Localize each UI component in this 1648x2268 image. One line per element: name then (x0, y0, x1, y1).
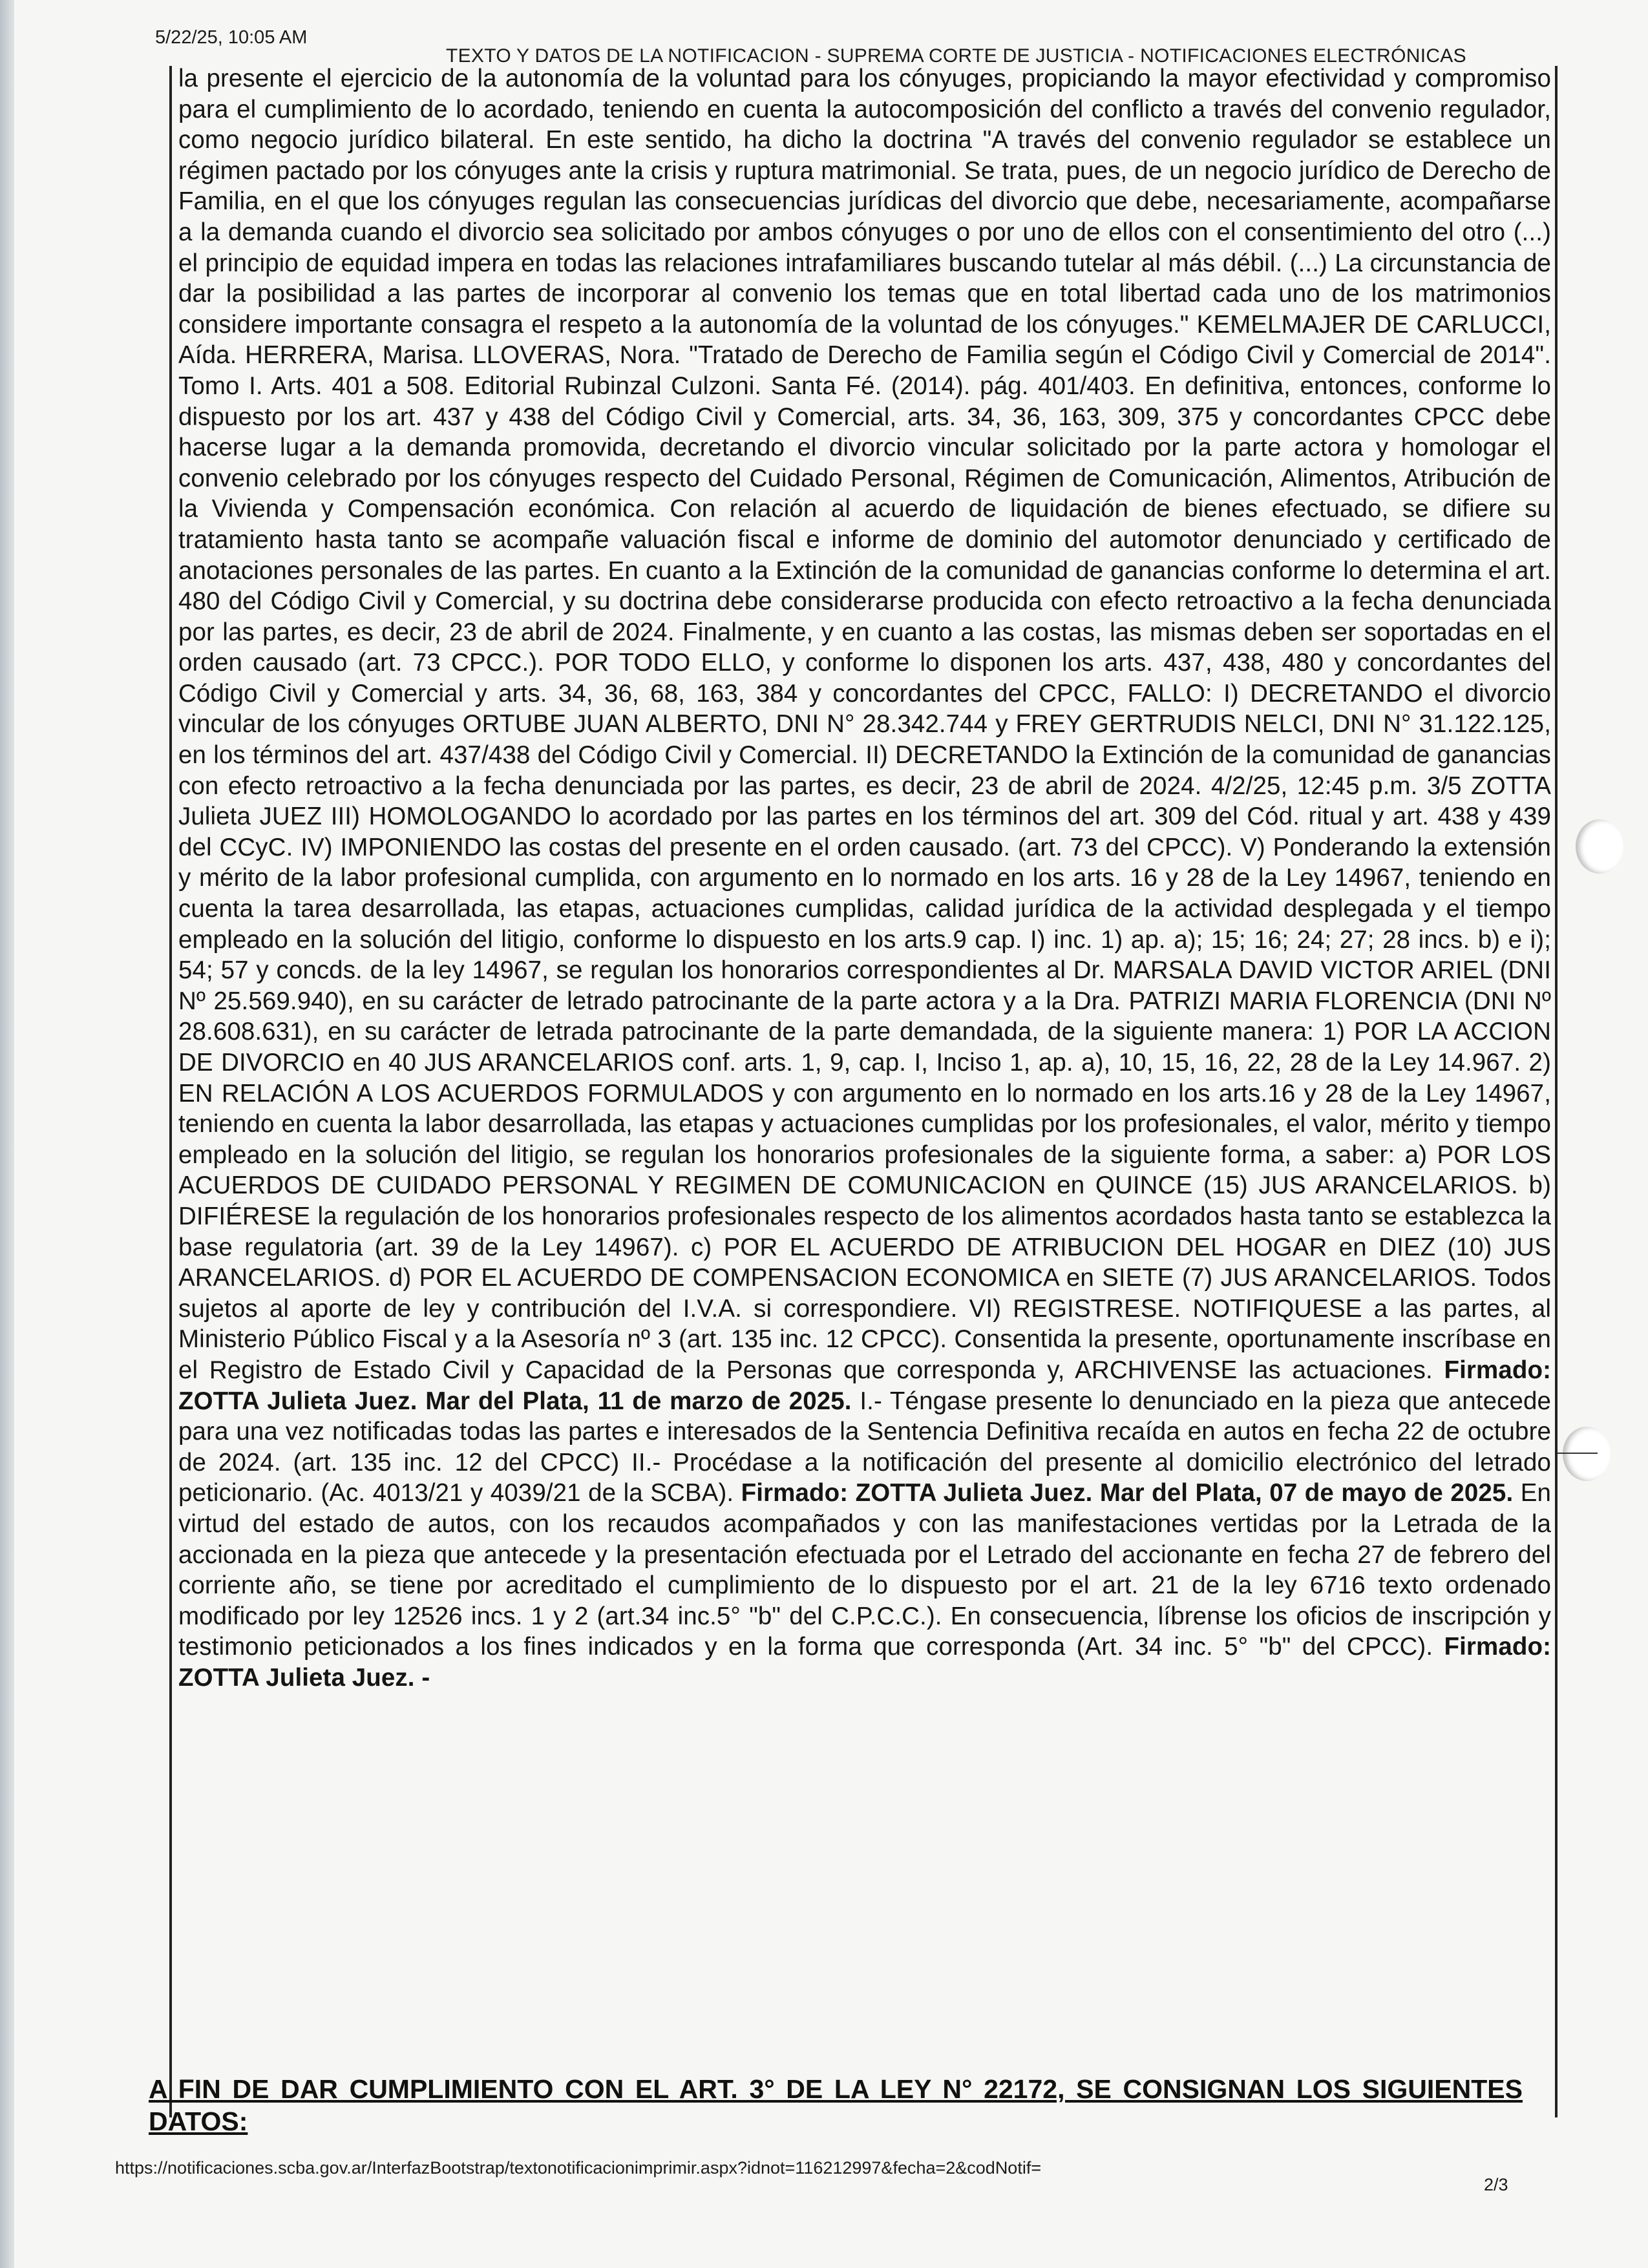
body-paragraph-3: En virtud del estado de autos, con los recaudos acompañados y con las manifestaciones vertidas por la Letrada de la accionada en la pieza que antecede y la presentación efectuada por el Letrado del accionante en fecha 27 de febrero del corriente año, se tiene por acreditado el cumplimiento de lo dispuesto por el art. 21 de la ley 6716 texto ordenado modificado por ley 12526 incs. 1 y 2 (art.34 inc.5° "b" del C.P.C.C.). En consecuencia, líbrense los oficios de inscripción y testimonio peticionados a los fines indicados y en la forma que corresponda (Art. 34 inc. 5° "b" del CPCC). (178, 1479, 1551, 1661)
punch-hole (1576, 819, 1623, 874)
signature-2: Firmado: ZOTTA Julieta Juez. Mar del Plata, 07 de mayo de 2025. (741, 1479, 1514, 1507)
punch-hole (1563, 1427, 1611, 1481)
print-header (0, 27, 1648, 66)
closing-statement: A FIN DE DAR CUMPLIMIENTO CON EL ART. 3° DE LA LEY N° 22172, SE CONSIGNAN LOS SIGUIENTES DATOS: (149, 2074, 1523, 2136)
print-title: TEXTO Y DATOS DE LA NOTIFICACION - SUPREMA CORTE DE JUSTICIA - NOTIFICACIONES ELECTRÓNICAS (446, 45, 1466, 67)
body-paragraph-1: la presente el ejercicio de la autonomía de la voluntad para los cónyuges, propiciando la mayor efectividad y compromiso para el cumplimiento de lo acordado, teniendo en cuenta la autocomposición del conflicto a través del convenio regulador, como negocio jurídico bilateral. En este sentido, ha dicho la doctrina "A través del convenio regulador se establece un régimen pactado por los cónyuges ante la crisis y ruptura matrimonial. Se trata, pues, de un negocio jurídico de Derecho de Familia, en el que los cónyuges regulan las consecuencias jurídicas del divorcio que debe, necesariamente, acompañarse a la demanda cuando el divorcio sea solicitado por ambos cónyuges o por uno de ellos con el consentimiento del otro (...) el principio de equidad impera en todas las relaciones intrafamiliares buscando tutelar al más débil. (...) La circunstancia de dar la posibilidad a las partes de incorporar al convenio los temas que en total libertad cada uno de los matrimonios considere importante consagra el respeto a la autonomía de la voluntad de los cónyuges." KEMELMAJER DE CARLUCCI, Aída. HERRERA, Marisa. LLOVERAS, Nora. "Tratado de Derecho de Familia según el Código Civil y Comercial de 2014". Tomo I. Arts. 401 a 508. Editorial Rubinzal Culzoni. Santa Fé. (2014). pág. 401/403. En definitiva, entonces, conforme lo dispuesto por los art. 437 y 438 del Código Civil y Comercial, arts. 34, 36, 163, 309, 375 y concordantes CPCC debe hacerse lugar a la demanda promovida, decretando el divorcio vincular solicitado por la parte actora y homologar el convenio celebrado por los cónyuges respecto del Cuidado Personal, Régimen de Comunicación, Alimentos, Atribución de la Vivienda y Compensación económica. Con relación al acuerdo de liquidación de bienes efectuado, se difiere su tratamiento hasta tanto se acompañe valuación fiscal e informe de dominio del automotor denunciado y certificado de anotaciones personales de las partes. En cuanto a la Extinción de la comunidad de ganancias conforme lo determina el art. 480 del Código Civil y Comercial, y su doctrina debe considerarse producida con efecto retroactivo a la fecha denunciada por las partes, es decir, 23 de abril de 2024. Finalmente, y en cuanto a las costas, las mismas deben ser soportadas en el orden causado (art. 73 CPCC.). POR TODO ELLO, y conforme lo disponen los arts. 437, 438, 480 y concordantes del Código Civil y Comercial y arts. 34, 36, 68, 163, 384 y concordantes del CPCC, FALLO: I) DECRETANDO el divorcio vincular de los cónyuges ORTUBE JUAN ALBERTO, DNI N° 28.342.744 y FREY GERTRUDIS NELCI, DNI N° 31.122.125, en los términos del art. 437/438 del Código Civil y Comercial. II) DECRETANDO la Extinción de la comunidad de ganancias con efecto retroactivo a la fecha denunciada por las partes, es decir, 23 de abril de 2024. 4/2/25, 12:45 p.m. 3/5 ZOTTA Julieta JUEZ III) HOMOLOGANDO lo acordado por las partes en los términos del art. 309 del Cód. ritual y art. 438 y 439 del CCyC. IV) IMPONIENDO las costas del presente en el orden causado. (art. 73 del CPCC). V) Ponderando la extensión y mérito de la labor profesional cumplida, con argumento en lo normado en los arts. 16 y 28 de la Ley 14967, teniendo en cuenta la tarea desarrollada, las etapas, actuaciones cumplidas, calidad jurídica de la actividad desplegada y el tiempo empleado en la solución del litigio, conforme lo dispuesto en los arts.9 cap. I) inc. 1) ap. a); 15; 16; 24; 27; 28 incs. b) e i); 54; 57 y concds. de la ley 14967, se regulan los honorarios correspondientes al Dr. MARSALA DAVID VICTOR ARIEL (DNI Nº 25.569.940), en su carácter de letrado patrocinante de la parte actora y a la Dra. PATRIZI MARIA FLORENCIA (DNI Nº 28.608.631), en su carácter de letrada patrocinante de la parte demandada, de la siguiente manera: 1) POR LA ACCION DE DIVORCIO en 40 JUS ARANCELARIOS conf. arts. 1, 9, cap. I, Inciso 1, ap. a), 10, 15, 16, 22, 28 de la Ley 14.967. 2) EN RELACIÓN A LOS ACUERDOS FORMULADOS y con argumento en lo normado en los arts.16 y 28 de la Ley 14967, teniendo en cuenta la labor desarrollada, las etapas y actuaciones cumplidas por los profesionales, el valor, mérito y tiempo empleado en la solución del litigio, se regulan los honorarios profesionales de la siguiente forma, a saber: a) POR LOS ACUERDOS DE CUIDADO PERSONAL Y REGIMEN DE COMUNICACION en QUINCE (15) JUS ARANCELARIOS. b) DIFIÉRESE la regulación de los honorarios profesionales respecto de los alimentos acordados hasta tanto se establezca la base regulatoria (art. 39 de la Ley 14967). c) POR EL ACUERDO DE ATRIBUCION DEL HOGAR en DIEZ (10) JUS ARANCELARIOS. d) POR EL ACUERDO DE COMPENSACION ECONOMICA en SIETE (7) JUS ARANCELARIOS. Todos sujetos al aporte de ley y contribución del I.V.A. si correspondiere. VI) REGISTRESE. NOTIFIQUESE a las partes, al Ministerio Público Fiscal y a la Asesoría nº 3 (art. 135 inc. 12 CPCC). Consentida la presente, oportunamente inscríbase en el Registro de Estado Civil y Capacidad de la Personas que corresponda y, ARCHIVENSE las actuaciones. (178, 65, 1551, 1384)
notification-body (178, 63, 1551, 1693)
signature-1: Firmado: ZOTTA Julieta Juez. Mar del Plata, 11 de marzo de 2025. (178, 1356, 1551, 1415)
scan-edge-shadow (0, 0, 14, 2268)
page-number: 2/3 (1484, 2175, 1508, 2194)
body-paragraph-2: I.- Téngase presente lo denunciado en la pieza que antecede para una vez notificadas todas las partes e interesados de la Sentencia Definitiva recaída en autos en fecha 22 de octubre de 2024. (art. 135 inc. 12 del CPCC) II.- Procédase a la notificación del presente al domicilio electrónico del letrado peticionario. (Ac. 4013/21 y 4039/21 de la SCBA). (178, 1387, 1551, 1507)
signature-3: Firmado: ZOTTA Julieta Juez. - (178, 1633, 1551, 1692)
print-date: 5/22/25, 10:05 AM (155, 27, 308, 48)
footer-url: https://notificaciones.scba.gov.ar/InterfazBootstrap/textonotificacionimprimir.aspx?idnot=116212997&fecha=2&codNotif= (115, 2158, 1042, 2178)
